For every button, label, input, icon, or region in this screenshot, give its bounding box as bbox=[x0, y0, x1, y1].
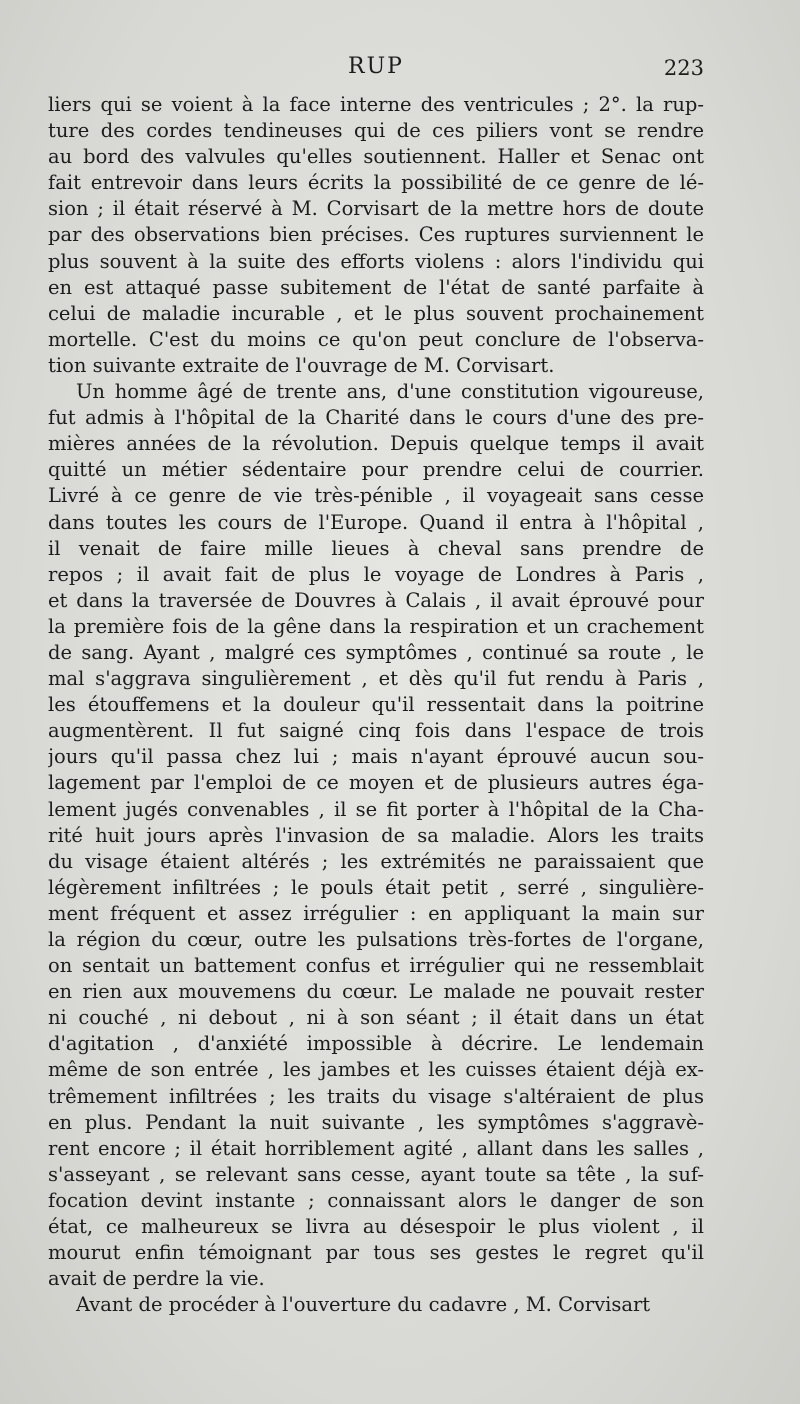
text-line: mières années de la révolution. Depuis quelque temps il avait bbox=[48, 432, 704, 456]
running-header bbox=[48, 54, 704, 92]
text-line: par des observations bien précises. Ces ruptures surviennent le bbox=[48, 223, 704, 247]
text-line: celui de maladie incurable , et le plus souvent prochainement bbox=[48, 301, 704, 325]
text-line: la région du cœur, outre les pulsations très-fortes de l'organe, bbox=[48, 928, 704, 951]
text-line: en plus. Pendant la nuit suivante , les symptômes s'aggravè- bbox=[48, 1110, 704, 1134]
text-line: repos ; il avait fait de plus le voyage de Londres à Paris , bbox=[48, 562, 704, 586]
text-line: dans toutes les cours de l'Europe. Quand il entra à l'hôpital , bbox=[48, 510, 704, 534]
text-line: ni couché , ni debout , ni à son séant ; il était dans un état bbox=[48, 1006, 704, 1030]
text-line: de sang. Ayant , malgré ces symptômes , continué sa route , le bbox=[48, 640, 704, 664]
book-page bbox=[48, 54, 704, 1318]
text-line: en est attaqué passe subitement de l'état de santé parfaite à bbox=[48, 275, 704, 299]
text-line: les étouffemens et la douleur qu'il ressentait dans la poitrine bbox=[48, 693, 704, 717]
text-line: focation devint instante ; connaissant alors le danger de son bbox=[48, 1188, 704, 1212]
text-line: ment fréquent et assez irrégulier : en appliquant la main sur bbox=[48, 901, 704, 925]
text-line: légèrement infiltrées ; le pouls était petit , serré , singulière- bbox=[48, 875, 704, 899]
text-line: même de son entrée , les jambes et les cuisses étaient déjà ex- bbox=[48, 1058, 704, 1082]
text-line: sion ; il était réservé à M. Corvisart de la mettre hors de doute bbox=[48, 197, 704, 221]
text-line: et dans la traversée de Douvres à Calais , il avait éprouvé pour bbox=[48, 588, 704, 612]
text-line: mortelle. C'est du moins ce qu'on peut conclure de l'observa- bbox=[48, 327, 704, 351]
text-line: état, ce malheureux se livra au désespoir le plus violent , il bbox=[48, 1215, 704, 1239]
text-line: la première fois de la gêne dans la respiration et un crachement bbox=[48, 614, 704, 638]
text-line: fait entrevoir dans leurs écrits la possibilité de ce genre de lé- bbox=[48, 171, 704, 195]
body-text bbox=[48, 92, 704, 1318]
text-line: avait de perdre la vie. bbox=[48, 1267, 265, 1291]
text-line: liers qui se voient à la face interne des ventricules ; 2°. la rup- bbox=[48, 93, 704, 116]
text-line: rité huit jours après l'invasion de sa maladie. Alors les traits bbox=[48, 823, 704, 847]
text-line: lement jugés convenables , il se fit porter à l'hôpital de la Cha- bbox=[48, 797, 704, 821]
text-line: en rien aux mouvemens du cœur. Le malade ne pouvait rester bbox=[48, 980, 704, 1004]
text-line: Livré à ce genre de vie très-pénible , il voyageait sans cesse bbox=[48, 484, 704, 508]
page-number: 223 bbox=[663, 56, 704, 80]
text-line: trêmement infiltrées ; les traits du visage s'altéraient de plus bbox=[48, 1084, 704, 1108]
text-line: quitté un métier sédentaire pour prendre celui de courrier. bbox=[48, 458, 704, 482]
text-line: du visage étaient altérés ; les extrémités ne paraissaient que bbox=[48, 849, 704, 873]
text-line: s'asseyant , se relevant sans cesse, ayant toute sa tête , la suf- bbox=[48, 1162, 704, 1186]
text-line: Un homme âgé de trente ans, d'une constitution vigoureuse, bbox=[76, 380, 704, 404]
text-line: augmentèrent. Il fut saigné cinq fois dans l'espace de trois bbox=[48, 719, 704, 743]
text-line: mourut enfin témoignant par tous ses gestes le regret qu'il bbox=[48, 1241, 704, 1265]
running-title: RUP bbox=[348, 54, 404, 79]
text-line: fut admis à l'hôpital de la Charité dans le cours d'une des pre- bbox=[48, 406, 704, 430]
text-line: ture des cordes tendineuses qui de ces piliers vont se rendre bbox=[48, 119, 704, 143]
text-line: plus souvent à la suite des efforts violens : alors l'individu qui bbox=[48, 249, 704, 273]
text-line: au bord des valvules qu'elles soutiennent. Haller et Senac ont bbox=[48, 145, 704, 169]
text-line: d'agitation , d'anxiété impossible à décrire. Le lendemain bbox=[48, 1032, 704, 1056]
text-line: lagement par l'emploi de ce moyen et de plusieurs autres éga- bbox=[48, 771, 704, 795]
text-line: on sentait un battement confus et irrégulier qui ne ressemblait bbox=[48, 954, 704, 978]
text-line: tion suivante extraite de l'ouvrage de M. Corvisart. bbox=[48, 353, 555, 377]
text-line: il venait de faire mille lieues à cheval sans prendre de bbox=[48, 536, 704, 560]
text-line: jours qu'il passa chez lui ; mais n'ayant éprouvé aucun sou- bbox=[48, 745, 704, 769]
text-line: rent encore ; il était horriblement agité , allant dans les salles , bbox=[48, 1136, 704, 1160]
text-line: mal s'aggrava singulièrement , et dès qu'il fut rendu à Paris , bbox=[48, 667, 704, 691]
text-line: Avant de procéder à l'ouverture du cadavre , M. Corvisart bbox=[76, 1293, 651, 1317]
